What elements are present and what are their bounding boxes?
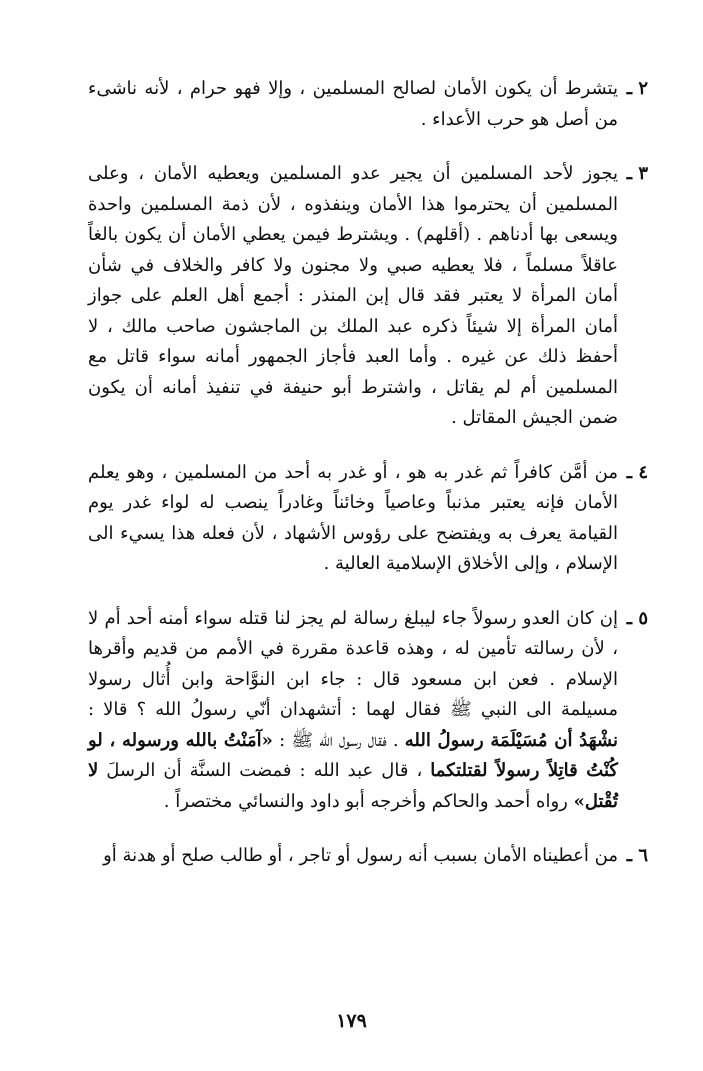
hadith-quote: «آمَنْتُ بالله ورسوله ، لو كُنْتُ قاتِلاً رسولاً لقتلتكما [88,729,618,781]
list-item [88,604,648,818]
text-segment: ، قال عبد الله : فمضت السنَّة أن الرسلَ [98,760,431,781]
quote-segment: نشْهَدُ أن مُسَيْلَمَة رسولُ الله [404,729,618,751]
text-segment: رواه أحمد والحاكم وأخرجه أبو داود والنسائي مختصراً . [163,790,574,812]
text-segment: إن كان العدو رسولاً جاء ليبلغ رسالة لم يجز لنا قتله سواء أمنه أحد أم لا ، لأن رسالته تأمين له ، وهذه قاعدة مقررة في الأمم من قديم وأقرها الإسلام . فعن ابن مسعود قال : جاء ابن النوَّاحة وابن أُثال رسولا مسيلمة الى النبي ﷺ فقال لهما : أتشهدان أنّي رسولُ الله ؟ قالا : [88,607,618,720]
item-number: ٣ ـ [626,163,648,184]
item-text: يتشرط أن يكون الأمان لصالح المسلمين ، وإلا فهو حرام ، لأنه ناشىء من أصل هو حرب الأعداء . [88,78,618,130]
list-item [88,159,648,434]
item-number: ٢ ـ [626,78,648,99]
page-number: ١٧٩ [336,1010,367,1032]
page-body [88,74,648,896]
item-number: ٤ ـ [626,461,648,483]
item-number: ٦ ـ [626,845,648,866]
text-segment: . فقال رسول الله ﷺ : [272,729,405,751]
list-item [88,841,648,872]
hadith-quote: لا تُقْتل» [88,760,618,812]
list-item [88,458,648,580]
item-text [88,604,618,818]
list-item [88,74,648,135]
item-number: ٥ ـ [626,607,648,629]
item-text: من أعطيناه الأمان بسبب أنه رسول أو تاجر ، أو طالب صلح أو هدنة أو [103,845,618,866]
item-text: يجوز لأحد المسلمين أن يجير عدو المسلمين ويعطيه الأمان ، وعلى المسلمين أن يحترموا هذا الأمان وينفذوه ، لأن ذمة المسلمين واحدة ويسعى بها أدناهم . (أقلهم) . ويشترط فيمن يعطي الأمان أن يكون بالغاً عاقلاً مسلماً ، فلا يعطيه صبي ولا مجنون ولا كافر والخلاف في شأن أمان المرأة لا يعتبر فقد قال إبن المنذر : أجمع أهل العلم على جواز أمان المرأة إلا شيئاً ذكره عبد الملك بن الماجشون صاحب مالك ، لا أحفظ ذلك عن غيره . وأما العبد فأجاز الجمهور أمانه سواء قاتل مع المسلمين أم لم يقاتل ، واشترط أبو حنيفة في تنفيذ أمانه أن يكون ضمن الجيش المقاتل . [88,163,618,428]
item-text: من أمَّن كافراً ثم غدر به هو ، أو غدر به أحد من المسلمين ، وهو يعلم الأمان فإنه يعتبر مذنباً وعاصياً وخائناً وغادراً ينصب له لواء غدر يوم القيامة يعرف به ويفتضح على رؤوس الأشهاد ، لأن فعله هذا يسيء الى الإسلام ، وإلى الأخلاق الإسلامية العالية . [88,461,618,574]
